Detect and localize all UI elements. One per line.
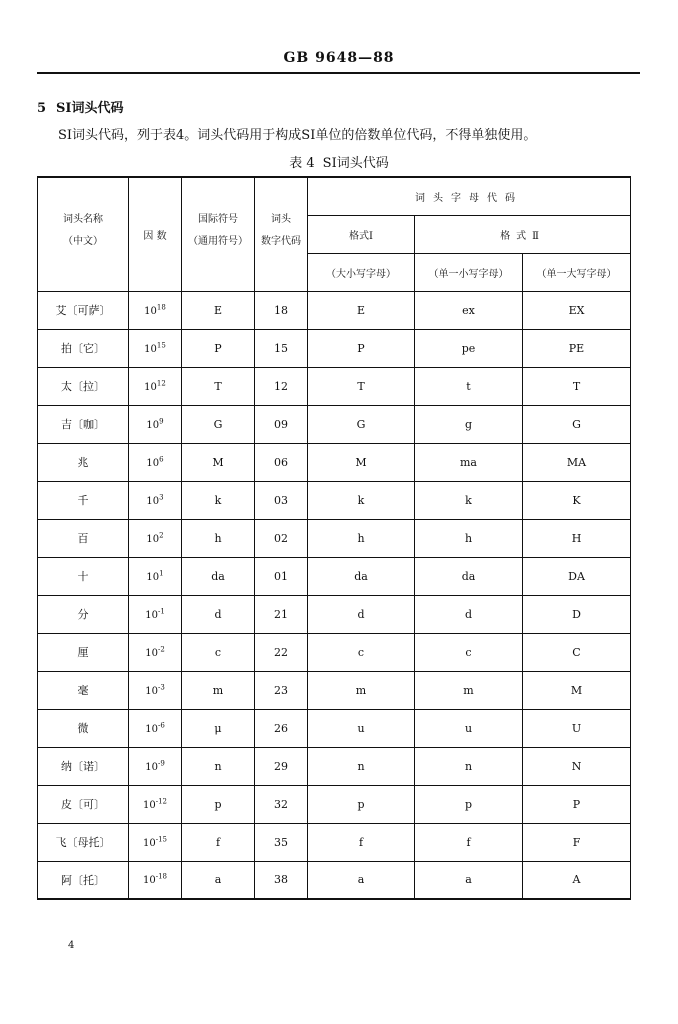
format1-cell: c xyxy=(308,633,415,671)
format2-upper-cell: MA xyxy=(523,443,631,481)
format2-lower-cell: pe xyxy=(415,329,523,367)
factor-base: 10 xyxy=(146,419,160,431)
header-letter-code: 词头字母代码 xyxy=(308,177,631,215)
factor-exponent: -18 xyxy=(155,872,167,881)
format1-cell: m xyxy=(308,671,415,709)
header-format1-sub: （大小写字母） xyxy=(308,253,415,291)
page-number: 4 xyxy=(68,940,75,951)
num-code-cell: 01 xyxy=(255,557,308,595)
section-title: SI词头代码 xyxy=(56,101,124,116)
header-name-line2: （中文） xyxy=(63,235,103,247)
intl-symbol-cell: k xyxy=(182,481,255,519)
table-row xyxy=(38,367,631,405)
num-code-cell: 21 xyxy=(255,595,308,633)
num-code-cell: 38 xyxy=(255,861,308,899)
format2-upper-cell: A xyxy=(523,861,631,899)
format1-cell: M xyxy=(308,443,415,481)
format2-upper-cell: D xyxy=(523,595,631,633)
num-code-cell: 09 xyxy=(255,405,308,443)
factor-cell xyxy=(129,291,182,329)
page-header xyxy=(0,50,678,66)
factor-exponent: 1 xyxy=(159,568,164,577)
prefix-name-cell: 微 xyxy=(38,709,129,747)
format2-upper-cell: T xyxy=(523,367,631,405)
num-code-cell: 22 xyxy=(255,633,308,671)
num-code-cell: 15 xyxy=(255,329,308,367)
num-code-cell: 35 xyxy=(255,823,308,861)
prefix-name-cell: 十 xyxy=(38,557,129,595)
factor-base: 10 xyxy=(142,799,156,811)
table-row xyxy=(38,557,631,595)
table-row xyxy=(38,405,631,443)
factor-base: 10 xyxy=(146,457,160,469)
num-code-cell: 23 xyxy=(255,671,308,709)
intl-symbol-cell: T xyxy=(182,367,255,405)
factor-exponent: -15 xyxy=(155,834,167,843)
factor-exponent: -6 xyxy=(157,720,165,729)
factor-exponent: 6 xyxy=(159,454,164,463)
factor-base: 10 xyxy=(144,381,157,393)
factor-exponent: 12 xyxy=(156,378,166,387)
table-row xyxy=(38,443,631,481)
factor-cell xyxy=(129,481,182,519)
intl-symbol-cell: c xyxy=(182,633,255,671)
intl-symbol-cell: n xyxy=(182,747,255,785)
table-row xyxy=(38,633,631,671)
format2-upper-cell: EX xyxy=(523,291,631,329)
format2-lower-cell: u xyxy=(415,709,523,747)
num-code-cell: 06 xyxy=(255,443,308,481)
factor-exponent: -2 xyxy=(157,644,165,653)
si-prefix-table xyxy=(37,176,631,900)
table-caption xyxy=(0,152,678,171)
format2-upper-cell: G xyxy=(523,405,631,443)
factor-base: 10 xyxy=(145,761,158,773)
factor-cell xyxy=(129,367,182,405)
factor-exponent: 9 xyxy=(159,416,164,425)
factor-exponent: -1 xyxy=(157,606,165,615)
factor-base: 10 xyxy=(145,723,158,735)
table-caption-label: 表 4 xyxy=(289,156,315,171)
factor-cell xyxy=(129,823,182,861)
header-name xyxy=(38,177,129,291)
format2-lower-cell: h xyxy=(415,519,523,557)
format1-cell: n xyxy=(308,747,415,785)
factor-cell xyxy=(129,443,182,481)
header-format2-upper: （单一大写字母） xyxy=(523,253,631,291)
format2-lower-cell: f xyxy=(415,823,523,861)
table-row xyxy=(38,785,631,823)
format1-cell: da xyxy=(308,557,415,595)
format2-lower-cell: k xyxy=(415,481,523,519)
format2-upper-cell: K xyxy=(523,481,631,519)
factor-cell xyxy=(129,709,182,747)
header-numcode-line2: 数字代码 xyxy=(261,235,301,247)
factor-cell xyxy=(129,747,182,785)
prefix-name-cell: 吉〔咖〕 xyxy=(38,405,129,443)
header-num-code xyxy=(255,177,308,291)
format2-upper-cell: F xyxy=(523,823,631,861)
factor-exponent: 18 xyxy=(156,302,166,311)
factor-base: 10 xyxy=(145,609,158,621)
format2-lower-cell: p xyxy=(415,785,523,823)
intl-symbol-cell: μ xyxy=(182,709,255,747)
intl-symbol-cell: M xyxy=(182,443,255,481)
header-intl-symbol xyxy=(182,177,255,291)
num-code-cell: 03 xyxy=(255,481,308,519)
format1-cell: d xyxy=(308,595,415,633)
table-row xyxy=(38,709,631,747)
format1-cell: G xyxy=(308,405,415,443)
header-rule xyxy=(37,72,640,74)
table-caption-title: SI词头代码 xyxy=(322,156,389,171)
format2-upper-cell: M xyxy=(523,671,631,709)
factor-cell xyxy=(129,671,182,709)
num-code-cell: 18 xyxy=(255,291,308,329)
format2-lower-cell: ex xyxy=(415,291,523,329)
table-body xyxy=(38,291,631,899)
prefix-name-cell: 兆 xyxy=(38,443,129,481)
format1-cell: T xyxy=(308,367,415,405)
factor-cell xyxy=(129,557,182,595)
intl-symbol-cell: E xyxy=(182,291,255,329)
prefix-name-cell: 阿〔托〕 xyxy=(38,861,129,899)
intl-symbol-cell: P xyxy=(182,329,255,367)
standard-code: GB 9648—88 xyxy=(283,50,395,66)
table-row xyxy=(38,519,631,557)
format1-cell: p xyxy=(308,785,415,823)
prefix-name-cell: 千 xyxy=(38,481,129,519)
prefix-name-cell: 太〔拉〕 xyxy=(38,367,129,405)
format1-cell: k xyxy=(308,481,415,519)
format1-cell: P xyxy=(308,329,415,367)
header-intl-line1: 国际符号 xyxy=(198,213,238,225)
factor-base: 10 xyxy=(142,837,156,849)
prefix-name-cell: 拍〔它〕 xyxy=(38,329,129,367)
factor-cell xyxy=(129,329,182,367)
format1-cell: f xyxy=(308,823,415,861)
num-code-cell: 32 xyxy=(255,785,308,823)
format1-cell: h xyxy=(308,519,415,557)
intl-symbol-cell: h xyxy=(182,519,255,557)
format2-lower-cell: m xyxy=(415,671,523,709)
table-row xyxy=(38,823,631,861)
format1-cell: a xyxy=(308,861,415,899)
factor-exponent: -9 xyxy=(157,758,165,767)
format2-lower-cell: ma xyxy=(415,443,523,481)
table-row xyxy=(38,671,631,709)
section-number: 5 xyxy=(37,101,47,116)
format2-lower-cell: da xyxy=(415,557,523,595)
format2-upper-cell: PE xyxy=(523,329,631,367)
intl-symbol-cell: da xyxy=(182,557,255,595)
prefix-name-cell: 皮〔可〕 xyxy=(38,785,129,823)
factor-exponent: 15 xyxy=(156,340,166,349)
factor-exponent: 2 xyxy=(159,530,164,539)
header-format1: 格式Ⅰ xyxy=(308,215,415,253)
prefix-name-cell: 艾〔可萨〕 xyxy=(38,291,129,329)
intl-symbol-cell: f xyxy=(182,823,255,861)
intl-symbol-cell: d xyxy=(182,595,255,633)
format2-lower-cell: t xyxy=(415,367,523,405)
num-code-cell: 12 xyxy=(255,367,308,405)
factor-cell xyxy=(129,633,182,671)
factor-base: 10 xyxy=(145,647,158,659)
format2-upper-cell: P xyxy=(523,785,631,823)
prefix-name-cell: 分 xyxy=(38,595,129,633)
header-numcode-line1: 词头 xyxy=(271,213,291,225)
factor-base: 10 xyxy=(145,685,158,697)
format2-lower-cell: a xyxy=(415,861,523,899)
header-intl-line2: （通用符号） xyxy=(188,235,248,247)
num-code-cell: 29 xyxy=(255,747,308,785)
format2-lower-cell: g xyxy=(415,405,523,443)
format2-upper-cell: C xyxy=(523,633,631,671)
table-row xyxy=(38,861,631,899)
factor-base: 10 xyxy=(144,343,157,355)
factor-base: 10 xyxy=(146,495,160,507)
intl-symbol-cell: a xyxy=(182,861,255,899)
header-format2: 格式Ⅱ xyxy=(415,215,631,253)
header-format2-lower: （单一小写字母） xyxy=(415,253,523,291)
prefix-name-cell: 毫 xyxy=(38,671,129,709)
intl-symbol-cell: m xyxy=(182,671,255,709)
format2-upper-cell: N xyxy=(523,747,631,785)
table-row xyxy=(38,747,631,785)
factor-cell xyxy=(129,785,182,823)
table-row xyxy=(38,481,631,519)
header-factor: 因 数 xyxy=(129,177,182,291)
factor-base: 10 xyxy=(146,571,160,583)
prefix-name-cell: 百 xyxy=(38,519,129,557)
factor-cell xyxy=(129,405,182,443)
format2-lower-cell: c xyxy=(415,633,523,671)
format2-upper-cell: H xyxy=(523,519,631,557)
prefix-name-cell: 飞〔母托〕 xyxy=(38,823,129,861)
format1-cell: E xyxy=(308,291,415,329)
prefix-name-cell: 纳〔诺〕 xyxy=(38,747,129,785)
table-row xyxy=(38,291,631,329)
factor-exponent: -3 xyxy=(157,682,165,691)
factor-cell xyxy=(129,519,182,557)
factor-base: 10 xyxy=(144,305,157,317)
intro-paragraph: SI词头代码，列于表4。词头代码用于构成SI单位的倍数单位代码，不得单独使用。 xyxy=(58,128,537,143)
section-heading xyxy=(37,97,124,116)
format2-lower-cell: n xyxy=(415,747,523,785)
format1-cell: u xyxy=(308,709,415,747)
factor-exponent: 3 xyxy=(159,492,164,501)
header-name-line1: 词头名称 xyxy=(63,213,103,225)
table-row xyxy=(38,595,631,633)
factor-cell xyxy=(129,861,182,899)
factor-base: 10 xyxy=(146,533,160,545)
intl-symbol-cell: p xyxy=(182,785,255,823)
prefix-name-cell: 厘 xyxy=(38,633,129,671)
num-code-cell: 02 xyxy=(255,519,308,557)
factor-exponent: -12 xyxy=(155,796,167,805)
table-row xyxy=(38,329,631,367)
format2-lower-cell: d xyxy=(415,595,523,633)
format2-upper-cell: U xyxy=(523,709,631,747)
intl-symbol-cell: G xyxy=(182,405,255,443)
factor-base: 10 xyxy=(142,875,156,887)
factor-cell xyxy=(129,595,182,633)
num-code-cell: 26 xyxy=(255,709,308,747)
format2-upper-cell: DA xyxy=(523,557,631,595)
